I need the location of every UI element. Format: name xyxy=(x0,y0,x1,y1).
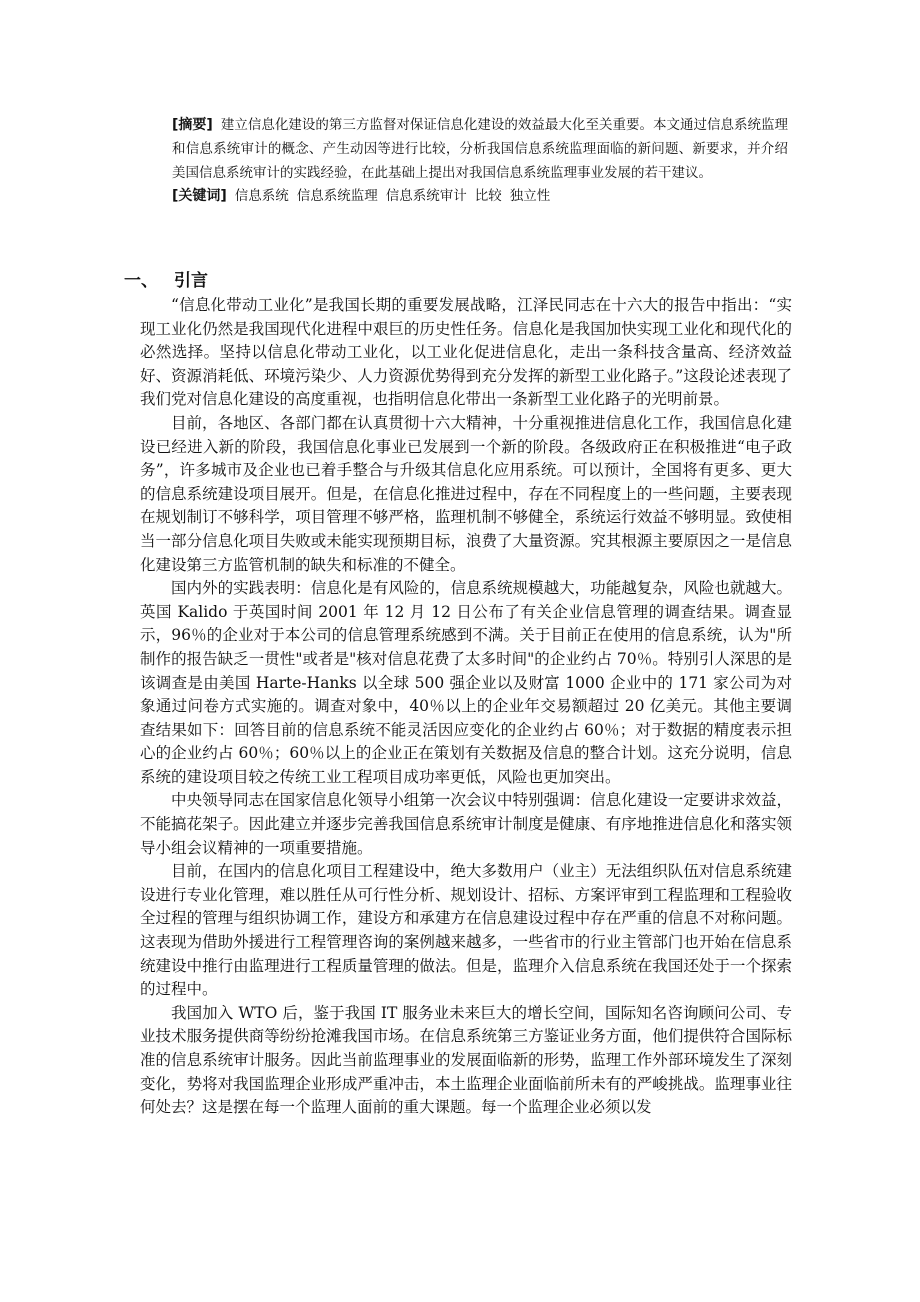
abstract-text: 建立信息化建设的第三方监督对保证信息化建设的效益最大化至关重要。本文通过信息系统监理和信息系统审计的概念、产生动因等进行比较，分析我国信息系统监理面临的新问题、新要求，并介绍美国信息系统审计的实践经验，在此基础上提出对我国信息系统监理事业发展的若干建议。 xyxy=(172,117,789,181)
body-paragraph: “信息化带动工业化”是我国长期的重要发展战略，江泽民同志在十六大的报告中指出：“实现工业化仍然是我国现代化进程中艰巨的历史性任务。信息化是我国加快实现工业化和现代化的必然选择。坚持以信息化带动工业化，以工业化促进信息化，走出一条科技含量高、经济效益好、资源消耗低、环境污染少、人力资源优势得到充分发挥的新型工业化路子。”这段论述表现了我们党对信息化建设的高度重视，也指明信息化带出一条新型工业化路子的光明前景。 xyxy=(140,296,792,409)
section-heading xyxy=(124,266,208,296)
keyword-item: 信息系统监理 xyxy=(296,188,378,204)
keyword-item: 独立性 xyxy=(509,188,551,204)
body-paragraph: 目前，在国内的信息化项目工程建设中，绝大多数用户（业主）无法组织队伍对信息系统建设进行专业化管理，难以胜任从可行性分析、规划设计、招标、方案评审到工程监理和工程验收全过程的管理与组织协调工作，建设方和承建方在信息建设过程中存在严重的信息不对称问题。这表现为借助外援进行工程管理咨询的案例越来越多，一些省市的行业主管部门也开始在信息系统建设中推行由监理进行工程质量管理的做法。但是，监理介入信息系统在我国还处于一个探索的过程中。 xyxy=(140,862,792,999)
body-paragraph: 我国加入 WTO 后，鉴于我国 IT 服务业未来巨大的增长空间，国际知名咨询顾问公司、专业技术服务提供商等纷纷抢滩我国市场。在信息系统第三方鉴证业务方面，他们提供符合国际标准的信息系统审计服务。因此当前监理事业的发展面临新的形势，监理工作外部环境发生了深刻变化，势将对我国监理企业形成严重冲击，本土监理企业面临前所未有的严峻挑战。监理事业往何处去？这是摆在每一个监理人面前的重大课题。每一个监理企业必须以发 xyxy=(140,1003,792,1117)
keywords-label: [关键词] xyxy=(172,188,227,204)
section-title-text: 引言 xyxy=(174,271,208,291)
keyword-item: 信息系统 xyxy=(234,188,289,204)
body-paragraph: 目前，各地区、各部门都在认真贯彻十六大精神，十分重视推进信息化工作，我国信息化建设已经进入新的阶段，我国信息化事业已发展到一个新的阶段。各级政府正在积极推进“电子政务”，许多城市及企业也已着手整合与升级其信息化应用系统。可以预计，全国将有更多、更大的信息系统建设项目展开。但是，在信息化推进过程中，存在不同程度上的一些问题，主要表现在规划制订不够科学，项目管理不够严格，监理机制不够健全，系统运行效益不够明显。致使相当一部分信息化项目失败或未能实现预期目标，浪费了大量资源。究其根源主要原因之一是信息化建设第三方监管机制的缺失和标准的不健全。 xyxy=(140,413,792,574)
keywords-block xyxy=(172,184,788,208)
body-paragraph: 国内外的实践表明：信息化是有风险的，信息系统规模越大，功能越复杂，风险也就越大。英国 Kalido 于英国时间 2001 年 12 月 12 日公布了有关企业信息管理的调查结果。调查显示，96％的企业对于本公司的信息管理系统感到不满。关于目前正在使用的信息系统，认为"所制作的报告缺乏一贯性"或者是"核对信息花费了太多时间"的企业约占 70％。特别引人深思的是该调查是由美国 Harte-Hanks 以全球 500 强企业以及财富 1000 企业中的 171 家公司为对象通过问卷方式实施的。调查对象中，40％以上的企业年交易额超过 20 亿美元。其他主要调查结果如下：回答目前的信息系统不能灵活因应变化的企业约占 60％；对于数据的精度表示担心的企业约占 60％；60％以上的企业正在策划有关数据及信息的整合计划。这充分说明，信息系统的建设项目较之传统工业工程项目成功率更低，风险也更加突出。 xyxy=(140,579,792,786)
body-paragraph: 中央领导同志在国家信息化领导小组第一次会议中特别强调：信息化建设一定要讲求效益，不能搞花架子。因此建立并逐步完善我国信息系统审计制度是健康、有序地推进信息化和落实领导小组会议精神的一项重要措施。 xyxy=(140,791,792,857)
keyword-item: 比较 xyxy=(474,188,502,204)
section-number: 一、 xyxy=(124,271,158,291)
body-text xyxy=(140,294,792,1120)
abstract-paragraph xyxy=(172,113,788,185)
keyword-item: 信息系统审计 xyxy=(385,188,467,204)
abstract-label: [摘要] xyxy=(172,117,213,133)
abstract-block xyxy=(172,113,788,185)
